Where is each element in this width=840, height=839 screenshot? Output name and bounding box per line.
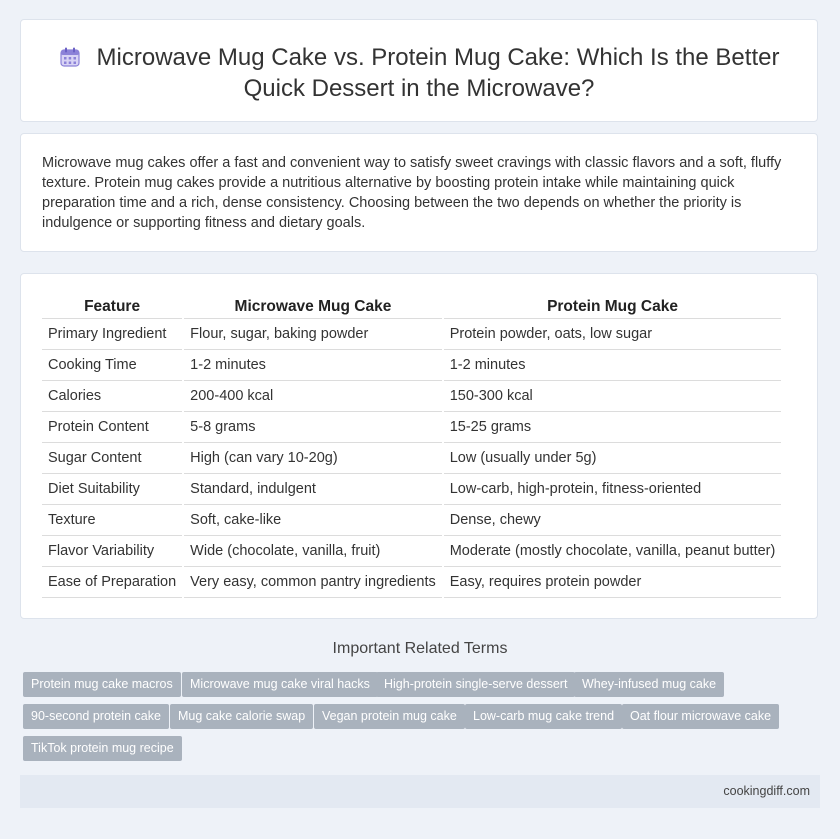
- microwave-mug-cake-cell: 1-2 minutes: [184, 350, 442, 381]
- feature-cell: Calories: [42, 381, 182, 412]
- microwave-mug-cake-cell: Wide (chocolate, vanilla, fruit): [184, 536, 442, 567]
- feature-cell: Texture: [42, 505, 182, 536]
- feature-cell: Protein Content: [42, 412, 182, 443]
- header-protein-mug-cake: Protein Mug Cake: [444, 296, 782, 319]
- microwave-mug-cake-cell: 200-400 kcal: [184, 381, 442, 412]
- table-row: [42, 350, 781, 381]
- table-row: [42, 319, 781, 350]
- protein-mug-cake-cell: 150-300 kcal: [444, 381, 782, 412]
- protein-mug-cake-cell: Dense, chewy: [444, 505, 782, 536]
- table-row: [42, 505, 781, 536]
- microwave-mug-cake-cell: Standard, indulgent: [184, 474, 442, 505]
- table-row: [42, 567, 781, 598]
- related-tag[interactable]: Vegan protein mug cake: [314, 704, 465, 729]
- protein-mug-cake-cell: 15-25 grams: [444, 412, 782, 443]
- protein-mug-cake-cell: Low-carb, high-protein, fitness-oriented: [444, 474, 782, 505]
- protein-mug-cake-cell: Protein powder, oats, low sugar: [444, 319, 782, 350]
- related-tag[interactable]: TikTok protein mug recipe: [23, 736, 182, 761]
- protein-mug-cake-cell: Low (usually under 5g): [444, 443, 782, 474]
- feature-cell: Primary Ingredient: [42, 319, 182, 350]
- footer: [20, 775, 820, 808]
- intro-card: [20, 133, 818, 252]
- comparison-card: [20, 273, 818, 619]
- title-line-2: Quick Dessert in the Microwave?: [243, 75, 595, 102]
- feature-cell: Flavor Variability: [42, 536, 182, 567]
- microwave-mug-cake-cell: 5-8 grams: [184, 412, 442, 443]
- table-row: [42, 381, 781, 412]
- page-title: [21, 42, 817, 104]
- header-feature: Feature: [42, 296, 182, 319]
- header-microwave-mug-cake: Microwave Mug Cake: [184, 296, 442, 319]
- protein-mug-cake-cell: Easy, requires protein powder: [444, 567, 782, 598]
- related-terms-title: Important Related Terms: [332, 640, 508, 657]
- protein-mug-cake-cell: Moderate (mostly chocolate, vanilla, peanut butter): [444, 536, 782, 567]
- title-card: [20, 19, 818, 122]
- table-row: [42, 536, 781, 567]
- protein-mug-cake-cell: 1-2 minutes: [444, 350, 782, 381]
- related-tag[interactable]: Protein mug cake macros: [23, 672, 181, 697]
- footer-site[interactable]: cookingdiff.com: [723, 784, 810, 798]
- related-tag[interactable]: Microwave mug cake viral hacks: [182, 672, 378, 697]
- calendar-icon: [59, 46, 81, 68]
- microwave-mug-cake-cell: Soft, cake-like: [184, 505, 442, 536]
- table-header-row: [42, 296, 781, 319]
- title-line-1: Microwave Mug Cake vs. Protein Mug Cake: Which Is the Better: [96, 44, 780, 71]
- table-row: [42, 443, 781, 474]
- table-row: [42, 412, 781, 443]
- feature-cell: Cooking Time: [42, 350, 182, 381]
- comparison-table: [42, 296, 781, 598]
- feature-cell: Ease of Preparation: [42, 567, 182, 598]
- related-tag[interactable]: Low-carb mug cake trend: [465, 704, 622, 729]
- related-tag[interactable]: Mug cake calorie swap: [170, 704, 313, 729]
- microwave-mug-cake-cell: Flour, sugar, baking powder: [184, 319, 442, 350]
- feature-cell: Diet Suitability: [42, 474, 182, 505]
- related-tag[interactable]: Oat flour microwave cake: [622, 704, 779, 729]
- related-tag[interactable]: 90-second protein cake: [23, 704, 169, 729]
- intro-text: Microwave mug cakes offer a fast and convenient way to satisfy sweet cravings with classic flavors and a soft, fluffy texture. Protein mug cakes provide a nutritious alternative by boosting protein intake while maintaining quick preparation time and a rich, dense consistency. Choosing between the two depends on whether the priority is indulgence or supporting fitness and dietary goals.: [42, 155, 782, 231]
- related-tag[interactable]: High-protein single-serve dessert: [376, 672, 575, 697]
- related-tag[interactable]: Whey-infused mug cake: [574, 672, 724, 697]
- microwave-mug-cake-cell: High (can vary 10-20g): [184, 443, 442, 474]
- microwave-mug-cake-cell: Very easy, common pantry ingredients: [184, 567, 442, 598]
- feature-cell: Sugar Content: [42, 443, 182, 474]
- table-row: [42, 474, 781, 505]
